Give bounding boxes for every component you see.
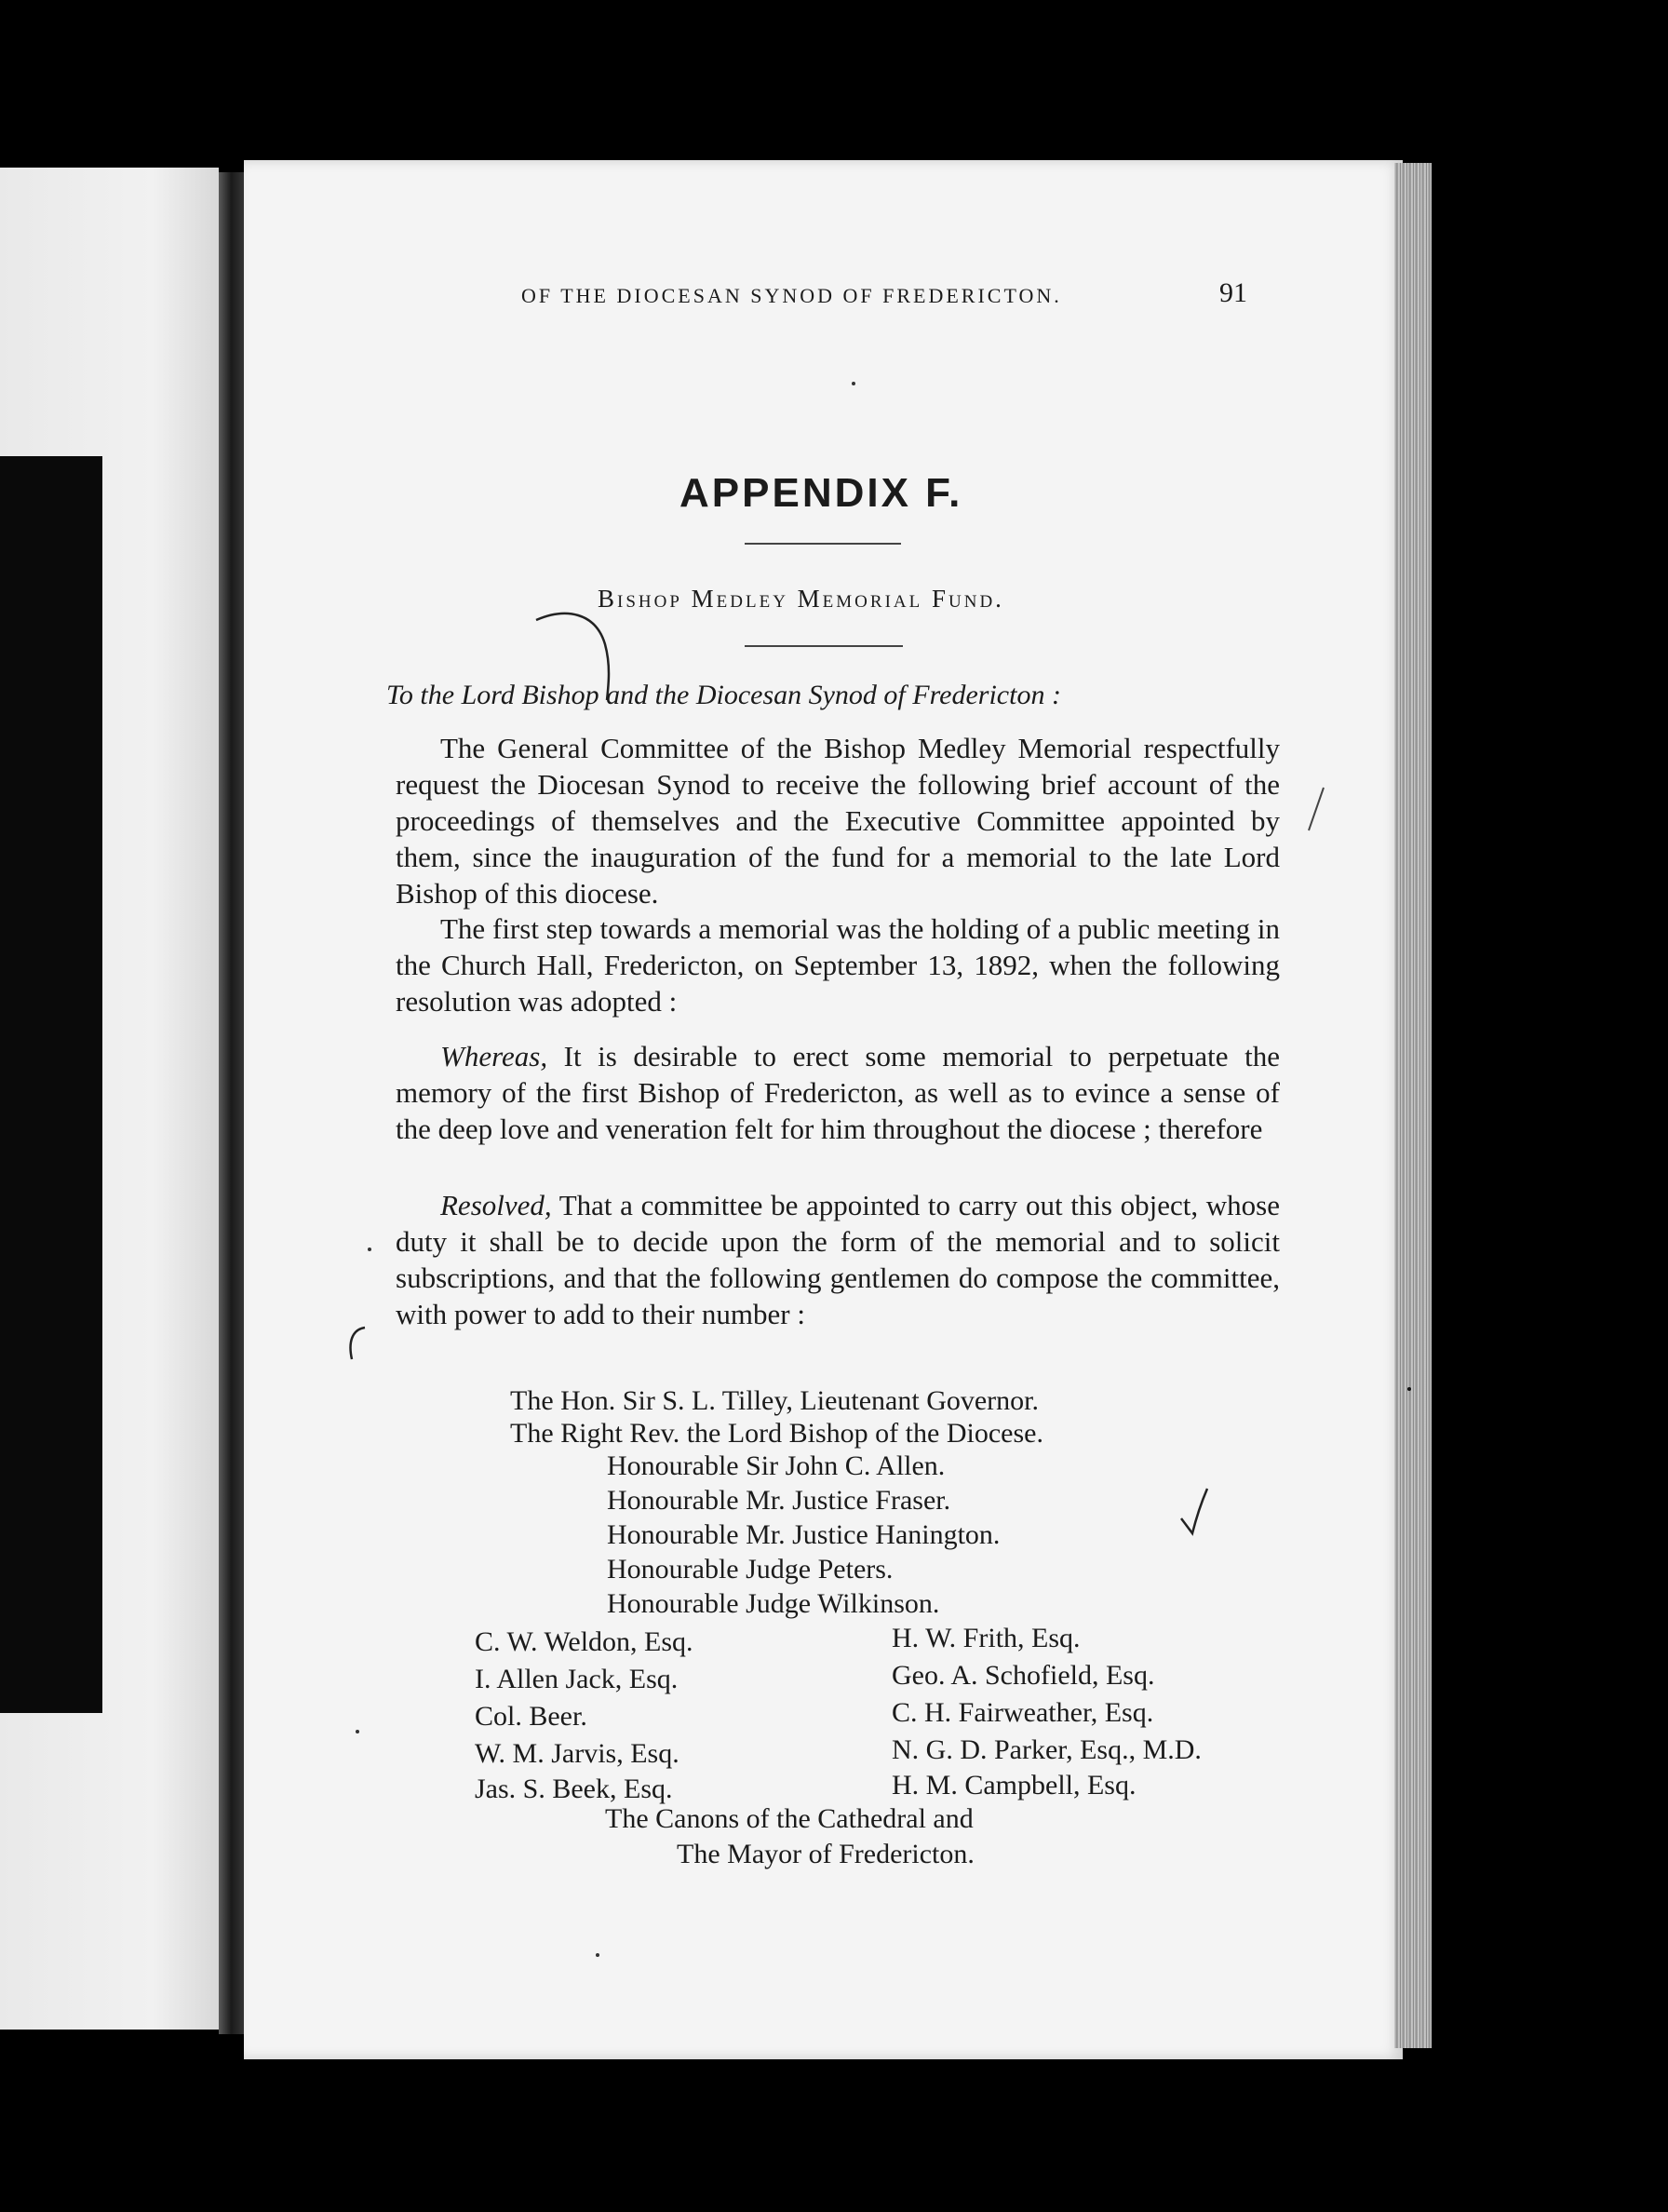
committee-member: Honourable Mr. Justice Hanington.: [607, 1519, 1001, 1550]
ink-speck: [596, 1953, 599, 1957]
address-line: To the Lord Bishop and the Diocesan Synod of Fredericton :: [386, 680, 1061, 710]
page-edges: [1394, 163, 1432, 2048]
whereas-text: It is desirable to erect some memorial to perpetuate the memory of the first Bishop of Fredericton, as well as to evince a sense of the deep love and veneration felt for him throughout the diocese ; therefore: [396, 1040, 1280, 1145]
committee-member-left: Col. Beer.: [475, 1701, 587, 1732]
committee-member-left: C. W. Weldon, Esq.: [475, 1626, 693, 1657]
paragraph-resolved: [396, 1187, 1280, 1332]
committee-member-right: C. H. Fairweather, Esq.: [892, 1697, 1154, 1728]
handwritten-margin-mark: [343, 1322, 370, 1369]
committee-member-left: W. M. Jarvis, Esq.: [475, 1738, 679, 1769]
committee-closing: The Mayor of Fredericton.: [677, 1839, 975, 1869]
paragraph-whereas: [396, 1038, 1280, 1147]
committee-member: Honourable Judge Wilkinson.: [607, 1588, 940, 1619]
left-page-dark-plate: [0, 456, 102, 1713]
committee-member-right: Geo. A. Schofield, Esq.: [892, 1660, 1155, 1691]
resolved-label: Resolved,: [440, 1189, 552, 1221]
ink-speck: [356, 1730, 359, 1733]
whereas-label: Whereas,: [440, 1040, 548, 1072]
ink-speck: [1407, 1387, 1411, 1391]
committee-member-left: I. Allen Jack, Esq.: [475, 1664, 679, 1694]
heading-rule: [745, 645, 903, 647]
committee-member-left: Jas. S. Beek, Esq.: [475, 1774, 673, 1804]
section-heading: Bishop Medley Memorial Fund.: [598, 585, 1004, 613]
appendix-title: APPENDIX F.: [679, 470, 963, 516]
ink-speck: [368, 1248, 371, 1251]
committee-member-right: H. M. Campbell, Esq.: [892, 1770, 1137, 1801]
committee-member-right: H. W. Frith, Esq.: [892, 1623, 1081, 1653]
committee-closing: The Canons of the Cathedral and: [605, 1803, 974, 1834]
paragraph-first-step: The first step towards a memorial was the holding of a public meeting in the Church Hall, Fredericton, on September 13, 1892, when the following resolution was adopted :: [396, 912, 1280, 1018]
ink-speck: [852, 382, 855, 385]
resolved-text: That a committee be appointed to carry out this object, whose duty it shall be to decide upon the form of the memorial and to solicit subscriptions, and that the following gentlemen do compose the committee, with power to add to their number :: [396, 1189, 1280, 1330]
book-gutter: [219, 172, 247, 2034]
committee-member: The Right Rev. the Lord Bishop of the Diocese.: [510, 1418, 1043, 1449]
committee-member-right: N. G. D. Parker, Esq., M.D.: [892, 1734, 1202, 1765]
committee-member: Honourable Mr. Justice Fraser.: [607, 1485, 951, 1516]
margin-stroke: [1303, 782, 1331, 838]
paragraph-committee-request: The General Committee of the Bishop Medley Memorial respectfully request the Diocesan Synod to receive the following brief account of the proceedings of themselves and the Executive Committee appointed by them, since the inauguration of the fund for a memorial to the late Lord Bishop of this diocese.: [396, 732, 1280, 910]
committee-member: Honourable Sir John C. Allen.: [607, 1450, 946, 1481]
committee-member: Honourable Judge Peters.: [607, 1554, 894, 1585]
page-number: 91: [1219, 277, 1247, 308]
title-rule: [745, 543, 901, 545]
running-head: OF THE DIOCESAN SYNOD OF FREDERICTON.: [521, 284, 1062, 307]
handwritten-check-mark: [1177, 1485, 1215, 1541]
committee-member: The Hon. Sir S. L. Tilley, Lieutenant Governor.: [510, 1385, 1040, 1416]
